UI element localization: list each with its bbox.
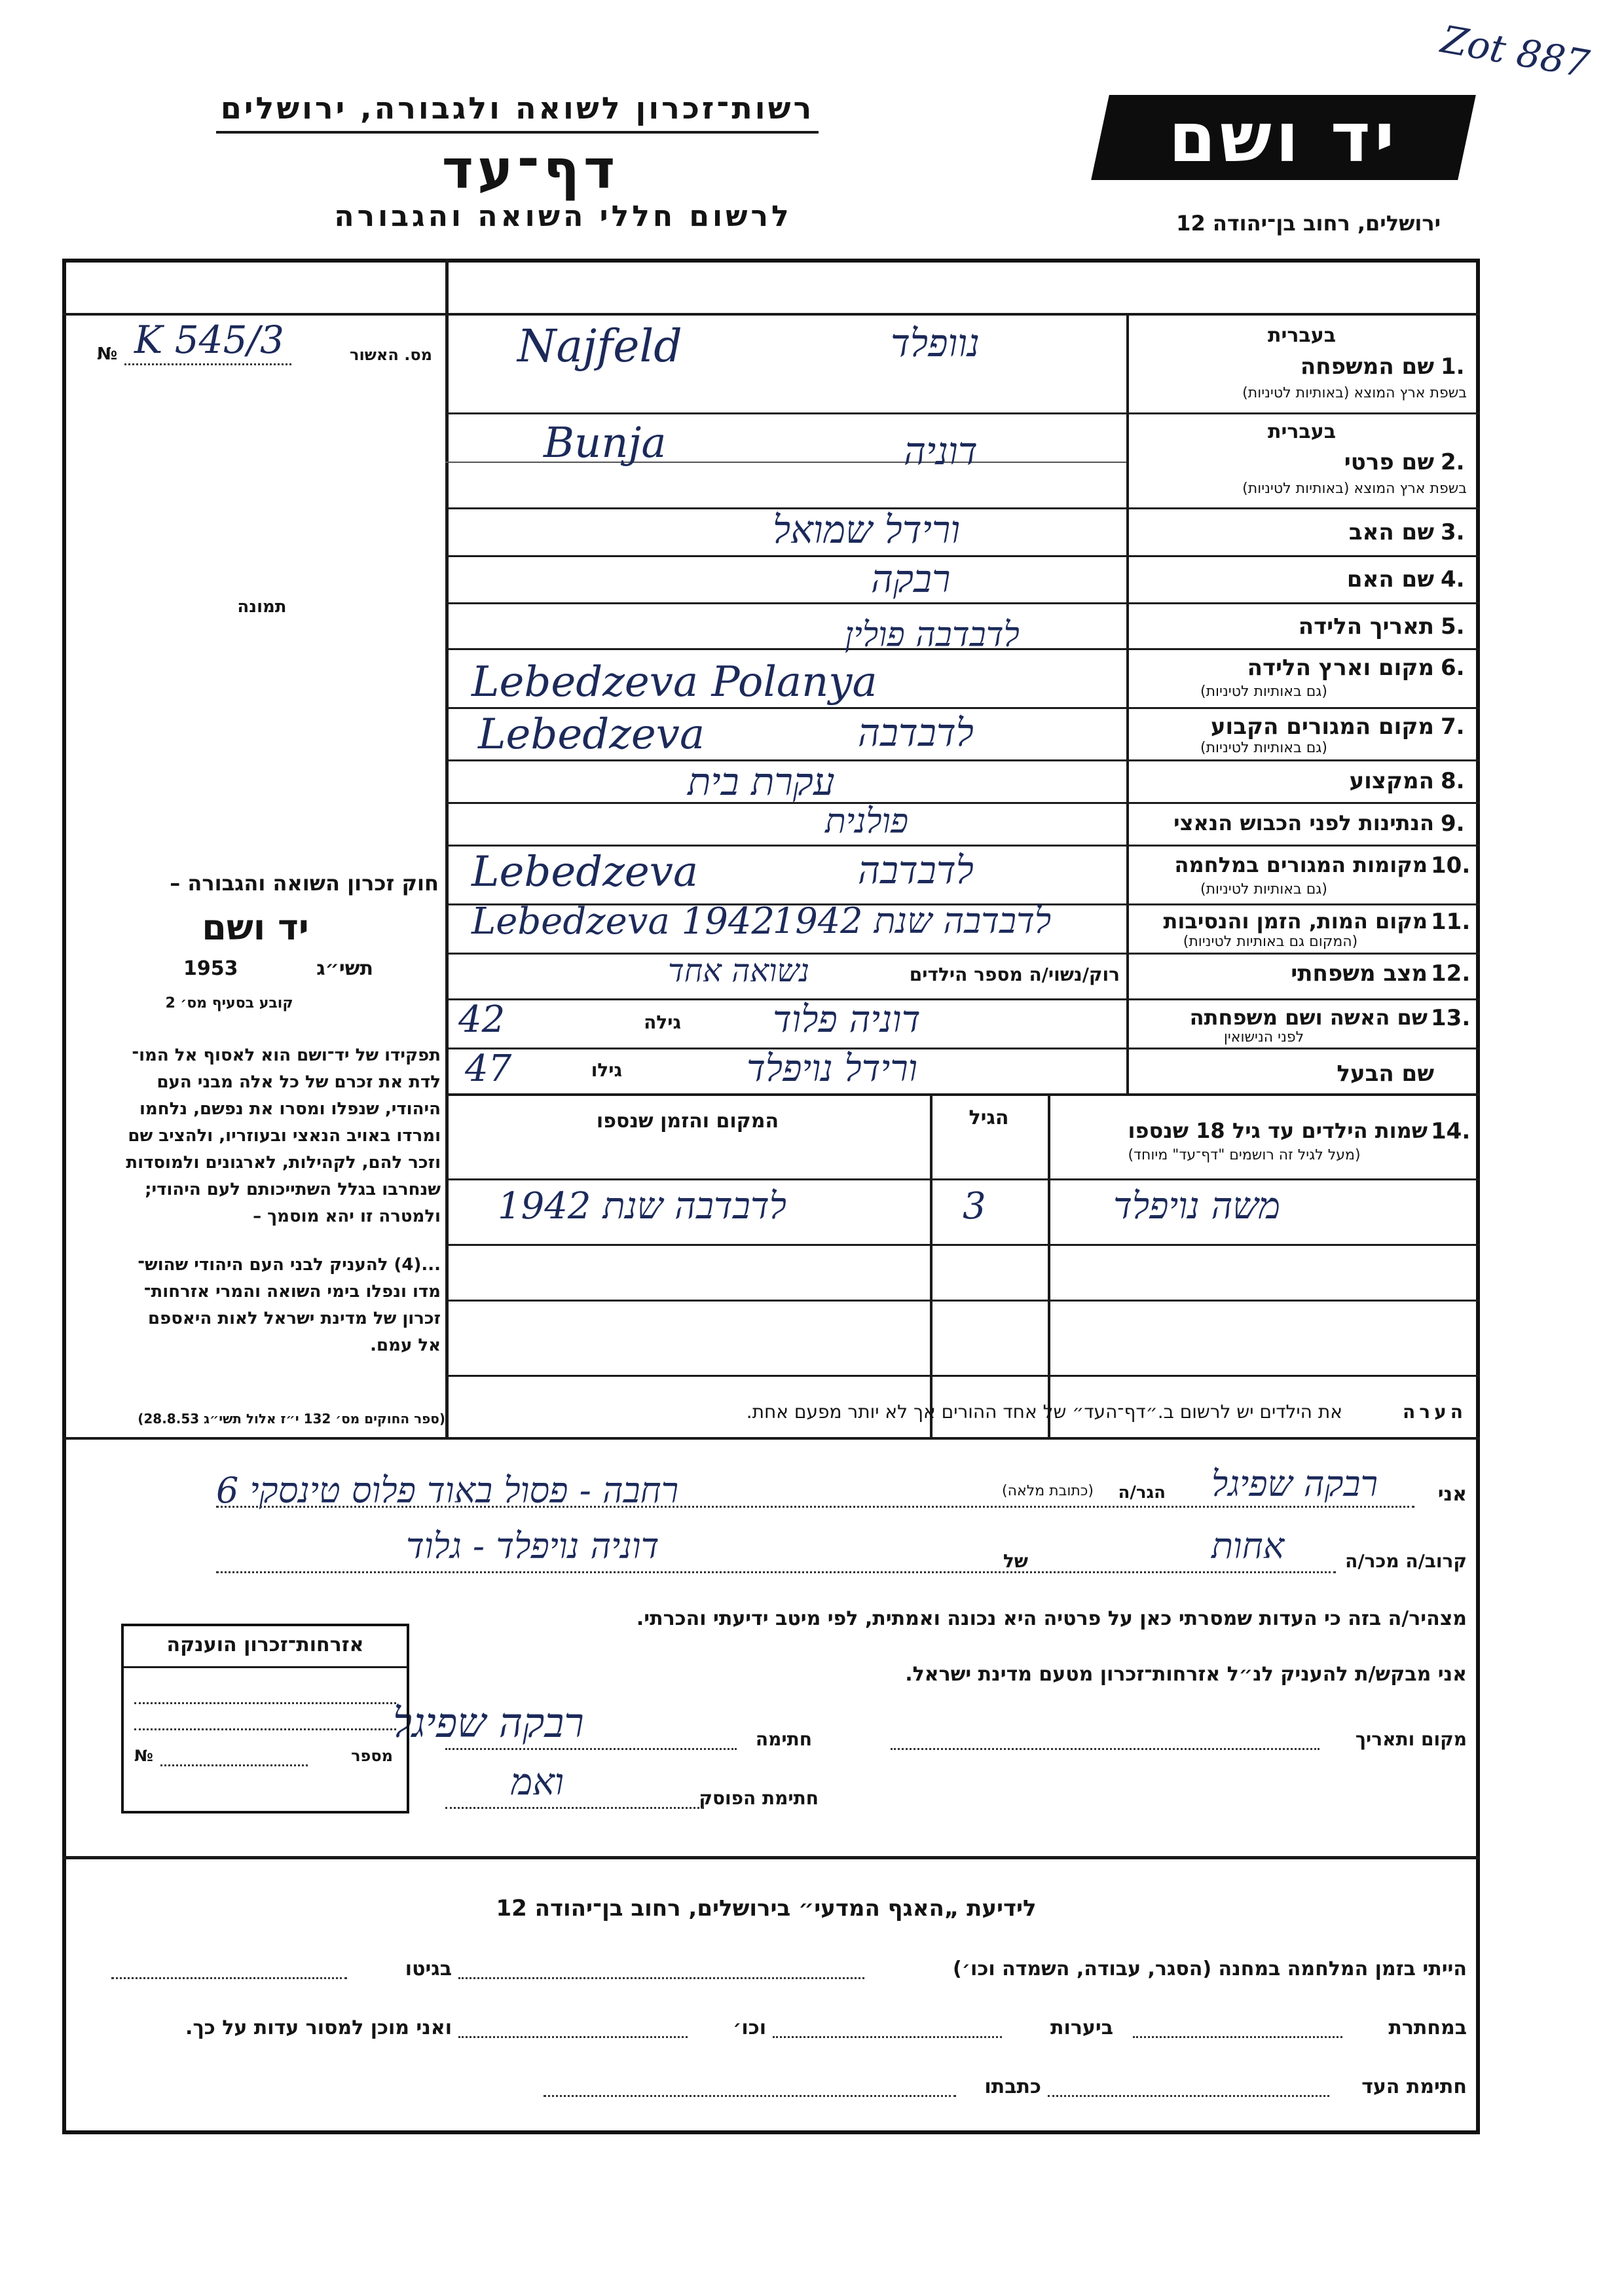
law-text (71, 1042, 441, 1230)
law-year-heb: תשי״ג (316, 957, 373, 980)
law-year: 1953 (183, 957, 238, 980)
label-column-divider (1126, 314, 1129, 1093)
field-6-sublabel: (גם באותיות לטיניות) (1200, 683, 1327, 700)
law-text-line: שנחרבו בגלל השתייכותם לעם היהודי; (145, 1180, 441, 1199)
field-10-hebrew-value: לדבדבה (858, 848, 974, 892)
row-line-6 (445, 707, 1480, 709)
footer-line2-fill-b (773, 2036, 1002, 2038)
footer-line1-b: בגיטו (405, 1958, 452, 1980)
declarant-i-label: אני (1437, 1483, 1467, 1506)
yad-vashem-logo: יד ושם (1168, 98, 1399, 177)
declarant-address-note: (כתובת מלאה) (1002, 1483, 1094, 1499)
child-name: משה נויפלד (1113, 1185, 1281, 1228)
row-line-9 (445, 845, 1480, 847)
law-name: יד ושם (202, 907, 309, 948)
footer-line2-fill-a (1133, 2036, 1342, 2038)
place-date-label: מקום ותאריך (1355, 1728, 1467, 1750)
children-label: שמות הילדים עד גיל 18 שנספו (1128, 1118, 1428, 1143)
field-13-sublabel: לפני הנישואין (1223, 1029, 1304, 1046)
field-10-sublabel: (גם באותיות לטיניות) (1200, 881, 1327, 898)
place-date-line (891, 1748, 1320, 1750)
field-9-label: הנתינות לפני הכבוש הנאצי (1173, 811, 1434, 835)
field-11-hebrew-value: לדבדבה שנת 1942 (773, 900, 1052, 941)
declaration-text: מצהיר/ה בזה כי העדות שמסרתי כאן על פרטיה היא נכונה ואמתית, לפי מיטב ידיעתי והכרתי. (636, 1607, 1467, 1630)
children-row-line-1 (445, 1244, 1480, 1246)
law-text-line: ולמטרה זו יהא מוסמך – (253, 1207, 441, 1226)
children-row-line-2 (445, 1300, 1480, 1302)
field-6-number: 6. (1441, 655, 1465, 681)
form-title: דף־עד (441, 139, 619, 201)
husband-age-value: 47 (465, 1048, 512, 1090)
children-sublabel: (מעל לגיל זה רושמים "דף־עד" מיוחד) (1128, 1147, 1361, 1163)
field-6-hebrew-value: לדבדבה פולין (845, 615, 1020, 655)
law-text-line: לדת את זכרם של כל אלה מבני העם (157, 1072, 441, 1092)
field-13-age-value: 42 (458, 998, 506, 1041)
field-2-number: 2. (1441, 449, 1465, 475)
law-text-line: וזכר להם, לקהילות, לארגונים ולמוסדות (126, 1153, 441, 1173)
signature-line (445, 1748, 737, 1750)
authority-heading: רשות־זכרון לשואה ולגבורה, ירושלים (220, 90, 815, 126)
field-7-label: מקום המגורים הקבוע (1210, 714, 1434, 740)
children-col-1 (930, 1093, 932, 1437)
row-line-7 (445, 759, 1480, 761)
child-age: 3 (963, 1185, 986, 1228)
approval-number-symbol: № (97, 344, 118, 364)
field-2-latin-value: Bunja (544, 419, 667, 467)
authority-underline (216, 131, 819, 134)
footer-line2-d: ואני מוכן למסור עדות על כך. (185, 2016, 452, 2039)
row-line-3 (445, 555, 1480, 557)
law-text-line: ומרדו באויב הנאצי ובעוזריו, ולהציב שם (128, 1126, 441, 1146)
top-band-line (62, 313, 1480, 316)
relation-line (216, 1571, 1336, 1573)
footer-line3-fill-a (1048, 2095, 1329, 2097)
field-2-sublabel: בשפת ארץ המוצא (באותיות לטיניות) (1242, 481, 1467, 497)
field-4-number: 4. (1441, 566, 1465, 592)
field-1-label: שם המשפחה (1300, 354, 1434, 380)
footer-line1-fill-b (111, 1977, 347, 1979)
footer-line2-fill-c (458, 2036, 688, 2038)
children-place-header: המקום והזמן שנספו (596, 1110, 779, 1133)
signature-label: חתימה (755, 1728, 812, 1750)
field-10-label: מקומות המגורים במלחמה (1174, 852, 1428, 877)
law-text-line: ...(4) להעניק לבני העם היהודי שהוש־ (138, 1255, 441, 1275)
declarant-resident-label: הגר/ה (1118, 1483, 1166, 1503)
footer-line3-fill-b (544, 2095, 956, 2097)
husband-age-label: גילו (591, 1059, 622, 1081)
field-3-label: שם האב (1348, 519, 1434, 545)
footer-line2-c: וכו׳ (733, 2016, 766, 2039)
footer-line2-a: במחתרת (1388, 2016, 1467, 2039)
field-6-latin-value: Lebedzeva Polanya (471, 658, 877, 706)
field-3-value: ורידל שמואל (773, 507, 961, 552)
field-13-value: דוניה פלוד (773, 998, 921, 1041)
note-text: את הילדים יש לרשום ב.״דף־העד״ של אחד ההורים אך לא יותר מפעם אחת. (746, 1401, 1342, 1423)
request-text: אני מבקש/ת להעניק לנ״ל אזרחות־זכרון מטעם מדינת ישראל. (905, 1663, 1467, 1686)
footer-line3-b: כתבתו (984, 2075, 1041, 2098)
field-2-hebrew-value: דוניה (904, 429, 978, 473)
field-8-label: המקצוע (1349, 768, 1434, 794)
of-label: של (1003, 1550, 1028, 1572)
left-column-divider (445, 259, 449, 1437)
field-3-number: 3. (1441, 519, 1465, 545)
declarant-name: רבקה שפיגל (1211, 1463, 1378, 1504)
field-1-latin-value: Najfeld (517, 321, 682, 373)
child-place: לדבדבה שנת 1942 (498, 1185, 786, 1228)
children-age-header: הגיל (969, 1106, 1009, 1129)
relation-value: אחות (1211, 1525, 1285, 1567)
field-10-number: 10. (1431, 852, 1471, 879)
approval-number-underline (124, 363, 291, 365)
law-title: חוק זכרון השואה והגבורה – (170, 871, 439, 896)
header-address: ירושלים, רחוב בן־יהודה 12 (1176, 211, 1441, 236)
field-11-label: מקום המות, הזמן והנסיבות (1163, 909, 1428, 934)
signature-value: רבקה שפיגל (393, 1699, 584, 1747)
field-7-number: 7. (1441, 714, 1465, 740)
field-12-label: מצב משפחתי (1291, 960, 1428, 987)
field-5-label: תאריך הלידה (1298, 613, 1434, 640)
field-8-value: עקרת בית (688, 759, 835, 804)
row-line-11 (445, 953, 1480, 955)
citizenship-box-title: אזרחות־זכרון הוענקה (166, 1633, 364, 1656)
relation-label: קרוב/ה מכר/ה (1345, 1550, 1467, 1572)
declarant-address: רחבה - פסול באוד פלוס טינסקי 6 (216, 1470, 679, 1511)
citizenship-box-number-symbol: № (134, 1747, 153, 1765)
row-line-8 (445, 802, 1480, 804)
footer-line1-a: הייתי בזמן המלחמה במחנה (הסגר, עבודה, השמדה וכו׳) (953, 1958, 1467, 1980)
field-13-number: 13. (1431, 1005, 1471, 1031)
field-8-number: 8. (1441, 768, 1465, 794)
field-1-hebrew-value: נוופלד (891, 321, 980, 365)
field-9-number: 9. (1441, 811, 1465, 837)
law-text-line: אל עמם. (370, 1336, 441, 1355)
officer-line (445, 1807, 704, 1809)
field-7-hebrew-value: לדבדבה (858, 710, 974, 755)
field-10-latin-value: Lebedzeva (471, 848, 699, 896)
field-5-number: 5. (1441, 613, 1465, 640)
law-text-line: היהודי, שנפלו ומסרו את נפשם, נלחמו (139, 1099, 441, 1119)
citizenship-box-line-2 (134, 1728, 396, 1730)
law-text-2 (71, 1252, 441, 1359)
note-label: הערה (1403, 1401, 1467, 1423)
corner-archive-note: Zot 887 (1437, 16, 1593, 87)
approval-number-label: מס. האשור (350, 346, 432, 364)
field-1-sublabel: בשפת ארץ המוצא (באותיות לטיניות) (1242, 385, 1467, 401)
field-11-number: 11. (1431, 909, 1471, 935)
field-12-number: 12. (1431, 960, 1471, 987)
footer-top-line (62, 1856, 1480, 1859)
field-12-value: נשואה אחד (668, 953, 810, 989)
field-13-label: שם האשה ושם משפחתה (1189, 1005, 1428, 1030)
officer-label: חתימת הפוסק (699, 1787, 819, 1809)
citizenship-box-number-line (160, 1764, 308, 1766)
field-9-value: פולנית (825, 802, 909, 841)
children-header-line (445, 1178, 1480, 1180)
of-value: דוניה נויפלד - גלוד (406, 1525, 659, 1567)
law-text-line: מדו ונפלו בימי השואה והמרי אזרחות־ (143, 1282, 441, 1302)
field-4-value: רבקה (871, 556, 951, 601)
declarant-address-line (216, 1506, 1414, 1508)
photo-label: תמונה (237, 597, 287, 617)
row-line-12 (445, 998, 1480, 1000)
field-2-label: שם פרטי (1344, 449, 1434, 475)
law-clause: קובע בסעיף מס׳ 2 (165, 995, 293, 1011)
row-line-1 (445, 412, 1480, 414)
field-11-sublabel: (המקום גם באותיות לטיניות) (1183, 934, 1358, 950)
children-row-line-3 (445, 1375, 1480, 1377)
citizenship-box-number-label: מספר (351, 1747, 393, 1765)
officer-signature: ואמ (511, 1761, 564, 1804)
footer-line2-b: ביערות (1050, 2016, 1113, 2039)
note-bottom-line (62, 1437, 1480, 1440)
husband-label: שם הבעל (1337, 1061, 1434, 1087)
field-1-top-note: בעברית (1268, 324, 1336, 347)
citizenship-box-line-1 (134, 1702, 396, 1704)
field-4-label: שם האם (1346, 566, 1434, 592)
children-number: 14. (1431, 1118, 1471, 1144)
footer-title: לידיעת „האגף המדעי״ בירושלים, רחוב בן־יהודה 12 (496, 1895, 1037, 1922)
field-6-label: מקום וארץ הלידה (1247, 655, 1434, 681)
law-text-line: תפקידו של יד־ושם הוא לאסוף אל המו־ (132, 1046, 441, 1065)
field-13-age-label: גילה (644, 1011, 681, 1033)
row-line-4 (445, 602, 1480, 604)
row-line-14 (445, 1093, 1480, 1096)
children-col-2 (1048, 1093, 1050, 1437)
law-text-line: זכרון של מדינת ישראל לאות היאספם (148, 1309, 441, 1328)
footer-line3-a: חתימת העד (1361, 2075, 1467, 2098)
field-7-sublabel: (גם באותיות לטיניות) (1200, 740, 1327, 756)
field-2-top-note: בעברית (1268, 420, 1336, 443)
law-reference: (ספר החוקים מס׳ 132 י״ז אלול תשי״ג 28.8.53) (138, 1411, 445, 1427)
field-12-mid-label: רוק/נשוי/ה מספר הילדים (909, 964, 1120, 985)
field-7-latin-value: Lebedzeva (478, 710, 705, 759)
footer-line1-fill-a (458, 1977, 864, 1979)
row-line-2 (445, 507, 1480, 509)
citizenship-box-divider (124, 1666, 407, 1668)
husband-value: ורידל נויפלד (747, 1048, 918, 1090)
approval-number-value: K 545/3 (134, 318, 284, 362)
field-1-number: 1. (1441, 354, 1465, 380)
form-subtitle: לרשום חללי השואה והגבורה (334, 200, 792, 233)
row-line-13 (445, 1048, 1480, 1049)
field-11-latin-value: Lebedzeva 1942 (471, 900, 775, 943)
